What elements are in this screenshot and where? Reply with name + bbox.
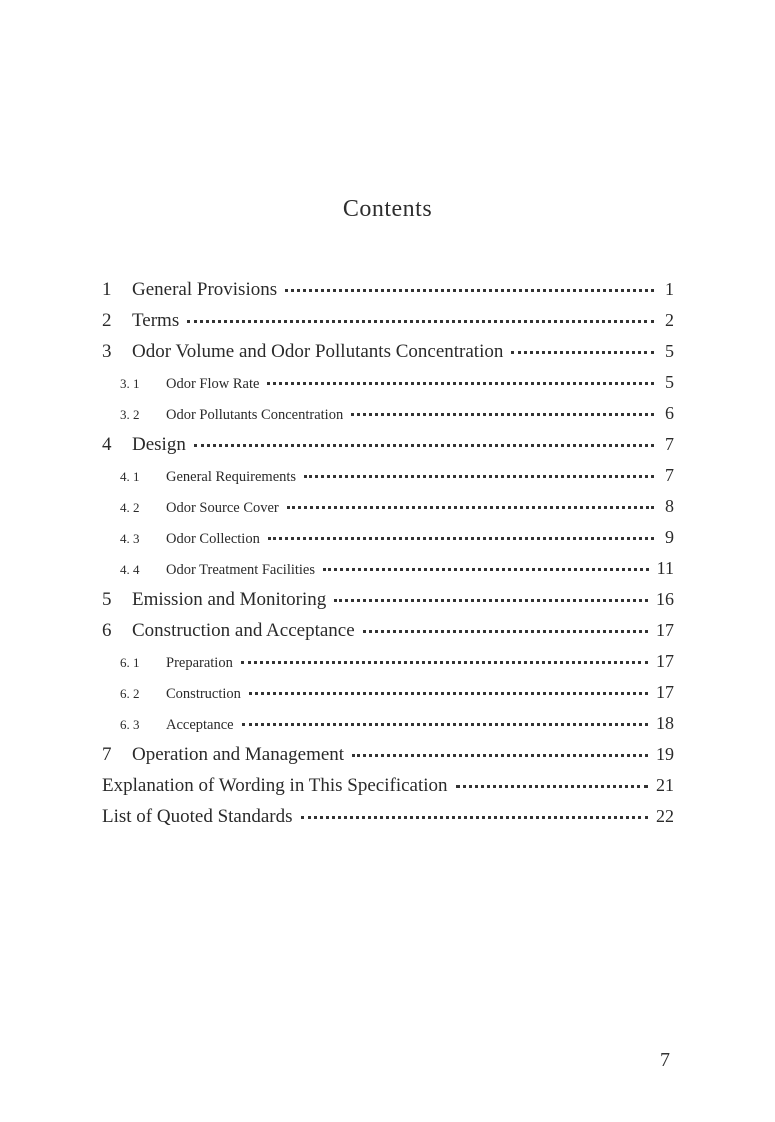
toc-entry-label: Design [132,434,186,455]
table-of-contents [102,274,674,832]
toc-entry-page: 8 [665,496,674,516]
toc-entry-number: 2 [102,310,112,331]
toc-entry-page: 7 [665,434,674,454]
toc-entry[interactable] [102,398,674,429]
toc-entry[interactable] [102,677,674,708]
toc-entry-label: Acceptance [166,717,234,733]
toc-entry[interactable] [102,367,674,398]
toc-entry[interactable] [102,739,674,770]
dot-leader [249,685,648,700]
dot-leader [351,406,654,421]
toc-entry-page: 17 [656,620,674,640]
toc-entry-page: 9 [665,527,674,547]
toc-entry-number: 4. 3 [120,531,140,546]
dot-leader [194,435,654,454]
toc-entry[interactable] [102,646,674,677]
toc-entry-number: 3. 2 [120,407,140,422]
toc-entry-page: 16 [656,589,674,609]
toc-entry-label: Emission and Monitoring [132,589,327,610]
toc-entry-page: 1 [665,279,674,299]
toc-entry-label: List of Quoted Standards [102,806,293,827]
page-number: 7 [660,1049,670,1071]
toc-entry[interactable] [102,305,674,336]
toc-entry-label: General Requirements [166,469,297,485]
dot-leader [511,342,654,361]
toc-entry-number: 3. 1 [120,376,140,391]
toc-entry-number: 6. 3 [120,717,140,732]
dot-leader [187,311,654,330]
toc-entry-label: Odor Collection [166,531,260,547]
toc-entry-number: 7 [102,744,112,765]
toc-entry-page: 22 [656,806,674,826]
toc-entry-label: Operation and Management [132,744,345,765]
toc-entry[interactable] [102,336,674,367]
toc-entry-label: Odor Treatment Facilities [166,562,316,578]
dot-leader [241,654,648,669]
toc-entry-number: 4. 1 [120,469,140,484]
toc-entry-page: 7 [665,465,674,485]
page-title: Contents [342,196,433,222]
toc-entry-number: 6. 1 [120,655,140,670]
toc-entry-label: Terms [132,310,180,331]
dot-leader [285,280,654,299]
dot-leader [287,499,654,514]
toc-entry[interactable] [102,553,674,584]
toc-entry-number: 3 [102,341,112,362]
toc-entry-page: 17 [656,651,674,671]
toc-entry-page: 19 [656,744,674,764]
toc-entry-label: Odor Volume and Odor Pollutants Concentration [132,341,504,362]
toc-entry-page: 5 [665,341,674,361]
toc-entry[interactable] [102,460,674,491]
toc-entry[interactable] [102,708,674,739]
toc-entry-page: 18 [656,713,674,733]
toc-entry-page: 17 [656,682,674,702]
dot-leader [323,561,649,576]
toc-entry-number: 6. 2 [120,686,140,701]
dot-leader [334,590,648,609]
toc-entry[interactable] [102,491,674,522]
toc-entry-label: Construction and Acceptance [132,620,355,641]
toc-entry-number: 4. 4 [120,562,140,577]
toc-entry[interactable] [102,615,674,646]
toc-entry[interactable] [102,801,674,832]
toc-entry-page: 5 [665,372,674,392]
dot-leader [267,375,654,390]
toc-entry[interactable] [102,770,674,801]
toc-entry-page: 11 [656,558,674,578]
toc-entry-number: 1 [102,279,112,300]
toc-entry-number: 4. 2 [120,500,140,515]
dot-leader [352,745,648,764]
toc-entry-label: Odor Flow Rate [166,376,260,392]
toc-entry-number: 6 [102,620,112,641]
dot-leader [456,776,648,795]
dot-leader [363,621,648,640]
dot-leader [268,530,654,545]
toc-entry-number: 4 [102,434,112,455]
toc-entry-label: General Provisions [132,279,278,300]
dot-leader [242,716,648,731]
toc-entry-page: 2 [665,310,674,330]
toc-entry[interactable] [102,429,674,460]
toc-entry-label: Preparation [166,655,233,671]
toc-entry-label: Explanation of Wording in This Specification [102,775,448,796]
toc-entry[interactable] [102,584,674,615]
dot-leader [301,807,648,826]
toc-entry-page: 6 [665,403,674,423]
toc-entry-page: 21 [656,775,674,795]
toc-entry[interactable] [102,522,674,553]
toc-entry[interactable] [102,274,674,305]
toc-entry-label: Odor Pollutants Concentration [166,407,344,423]
toc-entry-label: Construction [166,686,241,702]
toc-entry-label: Odor Source Cover [166,500,279,516]
dot-leader [304,468,654,483]
toc-entry-number: 5 [102,589,112,610]
